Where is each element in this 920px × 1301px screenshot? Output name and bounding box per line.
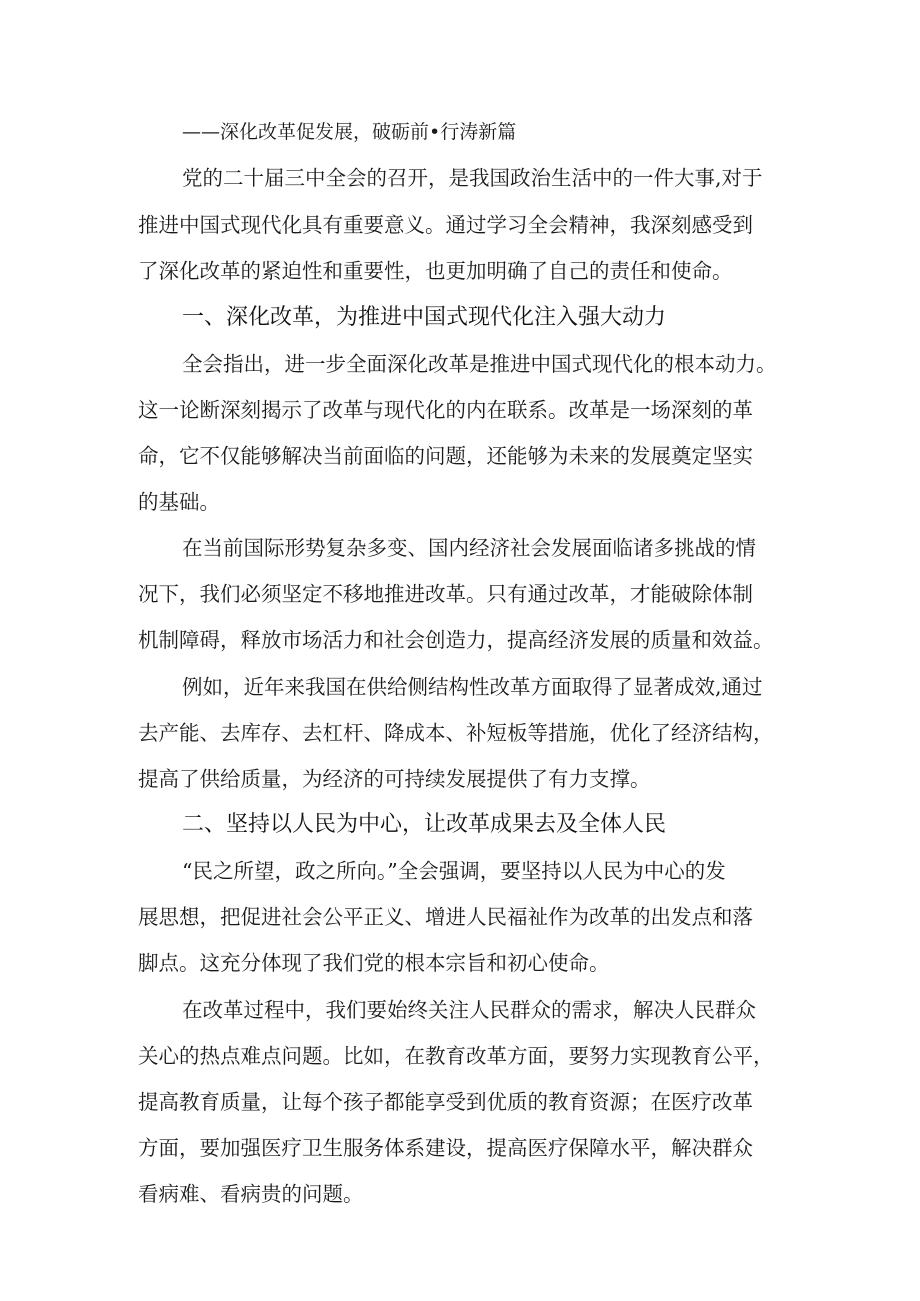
s2-p1-line-3: 脚点。这充分体现了我们党的根本宗旨和初心使命。 — [138, 951, 610, 975]
s1-p2-line-2: 况下，我们必须坚定不移地推进改革。只有通过改革，才能破除体制 — [138, 582, 753, 606]
s1-p2-line-3: 机制障碍，释放市场活力和社会创造力，提高经济发展的质量和效益。 — [138, 628, 774, 652]
document-subtitle: ——深化改革促发展，破砺前•行涛新篇 — [182, 121, 517, 143]
s1-p1-line-3: 命，它不仅能够解决当前面临的问题，还能够为未来的发展奠定坚实 — [138, 444, 753, 468]
intro-line-1: 党的二十届三中全会的召开，是我国政治生活中的一件大事,对于 — [182, 166, 763, 190]
s1-p3-line-1: 例如，近年来我国在供给侧结构性改革方面取得了显著成效,通过 — [182, 675, 763, 699]
s2-p2-line-3: 提高教育质量，让每个孩子都能享受到优质的教育资源；在医疗改革 — [138, 1090, 753, 1114]
s1-p3-line-3: 提高了供给质量，为经济的可持续发展提供了有力支撑。 — [138, 767, 651, 791]
s2-p1-line-1: “民之所望，政之所向。”全会强调，要坚持以人民为中心的发 — [182, 859, 726, 883]
section-2-heading: 二、坚持以人民为中心，让改革成果去及全体人民 — [182, 812, 667, 837]
section-1-heading: 一、深化改革，为推进中国式现代化注入强大动力 — [182, 305, 667, 330]
s2-p2-line-4: 方面，要加强医疗卫生服务体系建设，提高医疗保障水平，解决群众 — [138, 1136, 753, 1160]
s1-p1-line-4: 的基础。 — [138, 490, 220, 514]
intro-line-2: 推进中国式现代化具有重要意义。通过学习全会精神，我深刻感受到 — [138, 213, 753, 237]
s2-p2-line-2: 关心的热点难点问题。比如，在教育改革方面，要努力实现教育公平， — [138, 1044, 774, 1068]
s2-p2-line-5: 看病难、看病贵的问题。 — [138, 1182, 364, 1206]
s1-p1-line-1: 全会指出，进一步全面深化改革是推进中国式现代化的根本动力。 — [182, 352, 777, 376]
s1-p2-line-1: 在当前国际形势复杂多变、国内经济社会发展面临诸多挑战的情 — [182, 536, 756, 560]
s2-p1-line-2: 展思想，把促进社会公平正义、增进人民福祉作为改革的出发点和落 — [138, 905, 753, 929]
s1-p1-line-2: 这一论断深刻揭示了改革与现代化的内在联系。改革是一场深刻的革 — [138, 398, 753, 422]
intro-line-3: 了深化改革的紧迫性和重要性，也更加明确了自己的责任和使命。 — [138, 259, 733, 283]
s1-p3-line-2: 去产能、去库存、去杠杆、降成本、补短板等措施，优化了经济结构， — [138, 721, 774, 745]
s2-p2-line-1: 在改革过程中，我们要始终关注人民群众的需求，解决人民群众 — [182, 998, 756, 1022]
